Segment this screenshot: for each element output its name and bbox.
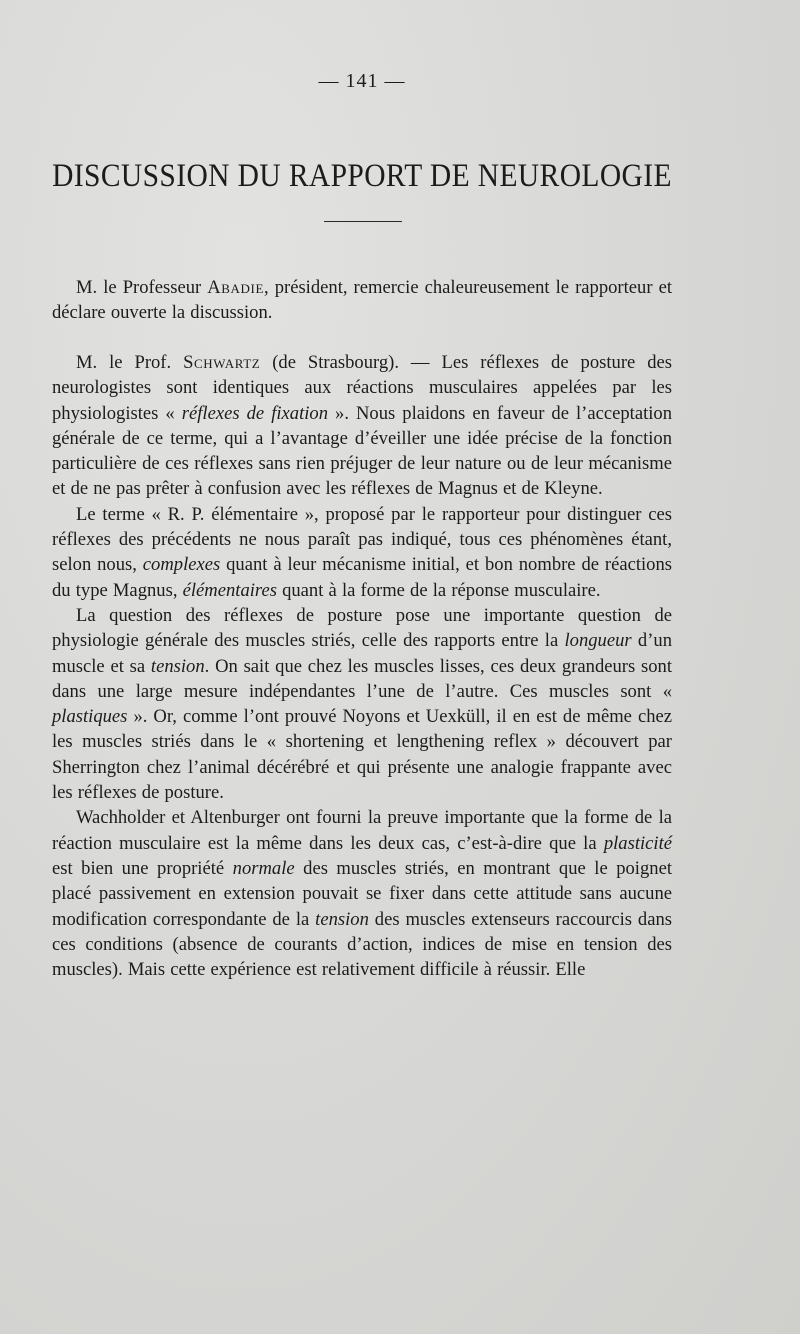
p4-italic-1: longueur bbox=[564, 630, 632, 652]
paragraph-question bbox=[52, 603, 672, 805]
p4-italic-2: tension bbox=[150, 655, 205, 677]
p3-text-2: quant à leur mécanisme initial, et bon nombre de réactions du type Magnus, bbox=[52, 554, 672, 601]
intro-text: , président, remercie chaleureusement le rapporteur et déclare ouverte la discussion. bbox=[52, 277, 672, 324]
p3-text-3: quant à la forme de la réponse musculaire. bbox=[276, 579, 601, 601]
p3-italic-2: élémentaires bbox=[182, 579, 277, 601]
p4-text-4: ». Or, comme l’ont prouvé Noyons et Uexküll, il en est de même chez les muscles striés dans le « shortening et lengthening reflex » découvert par Sherrington chez l’animal décérébré et qui présente une analogie frappante avec les réflexes de posture. bbox=[52, 706, 672, 804]
p5-italic-3: tension bbox=[315, 908, 369, 930]
p3-italic-1: complexes bbox=[142, 554, 221, 576]
discussion-block bbox=[52, 350, 672, 982]
p4-text-1: La question des réflexes de posture pose une importante question de physiologie générale des muscles striés, celle des rapports entre la bbox=[52, 604, 672, 652]
p4-italic-3: plastiques bbox=[52, 706, 128, 728]
page-number: — 141 — bbox=[318, 70, 406, 92]
p3-text-1: Le terme « R. P. élémentaire », proposé par le rapporteur pour distinguer ces réflexes des précédents ne nous paraît pas indiqué, tous ces phénomènes étant, selon nous, bbox=[52, 503, 672, 576]
paragraph-intro bbox=[52, 275, 672, 326]
p5-text-4: des muscles extenseurs raccourcis dans ces conditions (absence de courants d’action, indices de mise en tension des muscles). Mais cette expérience est relativement difficile à réussir. Elle bbox=[52, 908, 672, 981]
schwartz-text-2: ». Nous plaidons en faveur de l’acceptation générale de ce terme, qui a l’avantage d’éveiller une idée précise de la fonction particulière de ces réflexes sans rien préjuger de leur nature ou de leur mécanisme et de ne pas prêter à confusion avec les réflexes de Magnus et de Kleyne. bbox=[52, 402, 673, 500]
speaker-name-schwartz: Schwartz bbox=[183, 352, 261, 373]
p5-italic-2: normale bbox=[232, 857, 295, 879]
paragraph-terme bbox=[52, 502, 672, 603]
speaker-name-abadie: Abadie bbox=[207, 277, 264, 298]
page-title: DISCUSSION DU RAPPORT DE NEUROLOGIE bbox=[52, 158, 672, 194]
p4-text-3: . On sait que chez les muscles lisses, ces deux grandeurs sont dans une large mesure indépendantes l’une de l’autre. Ces muscles sont « bbox=[52, 655, 672, 702]
p5-text-2: est bien une propriété bbox=[52, 857, 233, 879]
schwartz-text-1: (de Strasbourg). — Les réflexes de posture des neurologistes sont identiques aux réactions musculaires appelées par les physiologistes « bbox=[52, 352, 672, 424]
schwartz-prefix: M. le Prof. bbox=[76, 352, 184, 373]
p5-italic-1: plasticité bbox=[603, 832, 672, 854]
p5-text-1: Wachholder et Altenburger ont fourni la preuve importante que la forme de la réaction musculaire est la même dans les deux cas, c’est-à-dire que la bbox=[52, 807, 672, 854]
schwartz-italic-1: réflexes de fixation bbox=[181, 402, 328, 424]
intro-prefix: M. le Professeur bbox=[76, 277, 208, 298]
title-divider bbox=[324, 221, 402, 222]
paragraph-wachholder bbox=[52, 805, 672, 982]
paragraph-schwartz bbox=[52, 350, 672, 502]
p5-text-3: des muscles striés, en montrant que le poignet placé passivement en extension pouvait se fixer dans cette attitude sans aucune modification correspondante de la bbox=[52, 857, 672, 930]
intro-block bbox=[52, 275, 672, 326]
p4-text-2: d’un muscle et sa bbox=[52, 630, 673, 677]
